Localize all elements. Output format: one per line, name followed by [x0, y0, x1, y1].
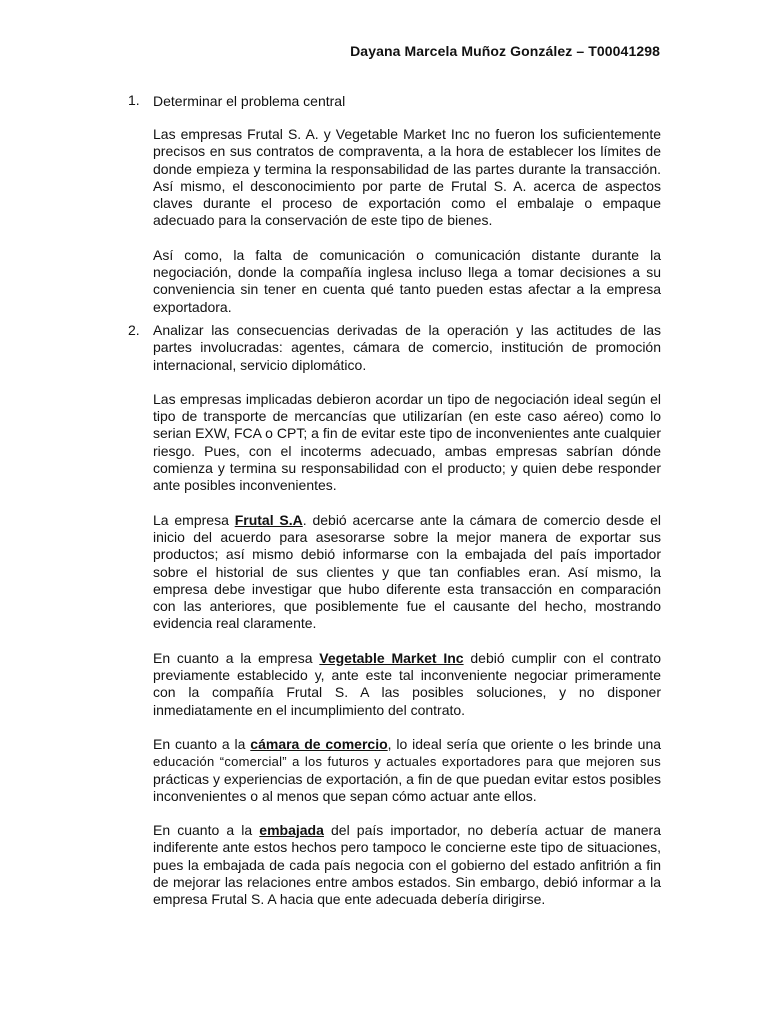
- paragraph-5-lead: En cuanto a la: [153, 822, 260, 839]
- embajada-emphasis: embajada: [259, 822, 324, 839]
- section-1-paragraph-1: Las empresas Frutal S. A. y Vegetable Market Inc no fueron los suficientemente precisos en sus contratos de compraventa, a la hora de establecer los límites de donde empieza y termina la responsabilidad de las partes durante la transacción. Así mismo, el desconocimiento por parte de Frutal S. A. acerca de aspectos claves durante el proceso de exportación como el embalaje o empaque adecuado para la conservación de este tipo de bienes.: [153, 126, 661, 229]
- section-2-paragraph-5: [153, 822, 661, 908]
- paragraph-4-rest-2: prácticas y experiencias de exportación, a fin de que puedan evitar estos posibles inconvenientes o al menos que sepan cómo actuar ante ellos.: [153, 770, 661, 804]
- paragraph-3-rest: debió cumplir con el contrato previamente establecido y, ante este tal inconveniente negociar primeramente con la compañía Frutal S. A las posibles soluciones, y no disponer inmediatamente en el incumplimiento del contrato.: [153, 649, 661, 718]
- section-2-title: Analizar las consecuencias derivadas de la operación y las actitudes de las partes involucradas: agentes, cámara de comercio, institución de promoción internacional, servicio diplomático.: [153, 322, 661, 373]
- section-2-paragraph-3: [153, 650, 661, 719]
- section-2-paragraph-1: Las empresas implicadas debieron acordar un tipo de negociación ideal según el tipo de transporte de mercancías que utilizarían (en este caso aéreo) como lo serian EXW, FCA o CPT; a fin de evitar este tipo de inconvenientes ante cualquier riesgo. Pues, con el incoterms adecuado, ambas empresas sabrían dónde comienza y termina su responsabilidad con el producto; y quien debe responder ante posibles inconvenientes.: [153, 390, 661, 494]
- paragraph-4-rest-1: , lo ideal sería que oriente o les brinde una: [387, 735, 662, 752]
- frutal-emphasis: Frutal S.A: [234, 511, 303, 528]
- section-1: [128, 92, 661, 316]
- paragraph-3-lead: En cuanto a la empresa: [153, 649, 320, 666]
- paragraph-5-rest: del país importador, no debería actuar de manera indiferente ante estos hechos pero tampoco le concierne este tipo de situaciones, pues la embajada de cada país negocia con el gobierno del estado anfitrión a fin de mejorar las relaciones entre ambos estados. Sin embargo, debió informar a la empresa Frutal S. A hacia que ente adecuada debería dirigirse.: [153, 822, 661, 908]
- section-1-title: Determinar el problema central: [153, 93, 346, 109]
- paragraph-2-lead: La empresa: [153, 511, 235, 528]
- section-2: [128, 322, 661, 909]
- section-2-paragraph-2: [153, 512, 661, 633]
- section-2-paragraph-4: [153, 736, 661, 805]
- paragraph-4-lead: En cuanto a la: [153, 735, 251, 752]
- section-1-number: 1.: [128, 92, 140, 108]
- section-2-number: 2.: [128, 322, 140, 338]
- paragraph-2-rest: . debió acercarse ante la cámara de comercio desde el inicio del acuerdo para asesorarse sobre la mejor manera de exportar sus productos; así mismo debió informarse con la embajada del país importador sobre el historial de sus clientes y que tan confiables eran. Así mismo, la empresa debe investigar que hubo diferente esta transacción en comparación con las anteriores, que posiblemente fue el causante del hecho, mostrando evidencia real claramente.: [153, 511, 661, 632]
- paragraph-4-alt-font-line: educación “comercial” a los futuros y actuales exportadores para que mejoren sus: [153, 754, 661, 770]
- author-header: Dayana Marcela Muñoz González – T00041298: [350, 43, 660, 59]
- camara-emphasis: cámara de comercio: [250, 735, 388, 752]
- section-1-paragraph-2: Así como, la falta de comunicación o comunicación distante durante la negociación, donde la compañía inglesa incluso llega a tomar decisiones a su conveniencia sin tener en cuenta qué tanto pueden estas afectar a la empresa exportadora.: [153, 246, 661, 315]
- vegetable-market-emphasis: Vegetable Market Inc: [319, 649, 464, 666]
